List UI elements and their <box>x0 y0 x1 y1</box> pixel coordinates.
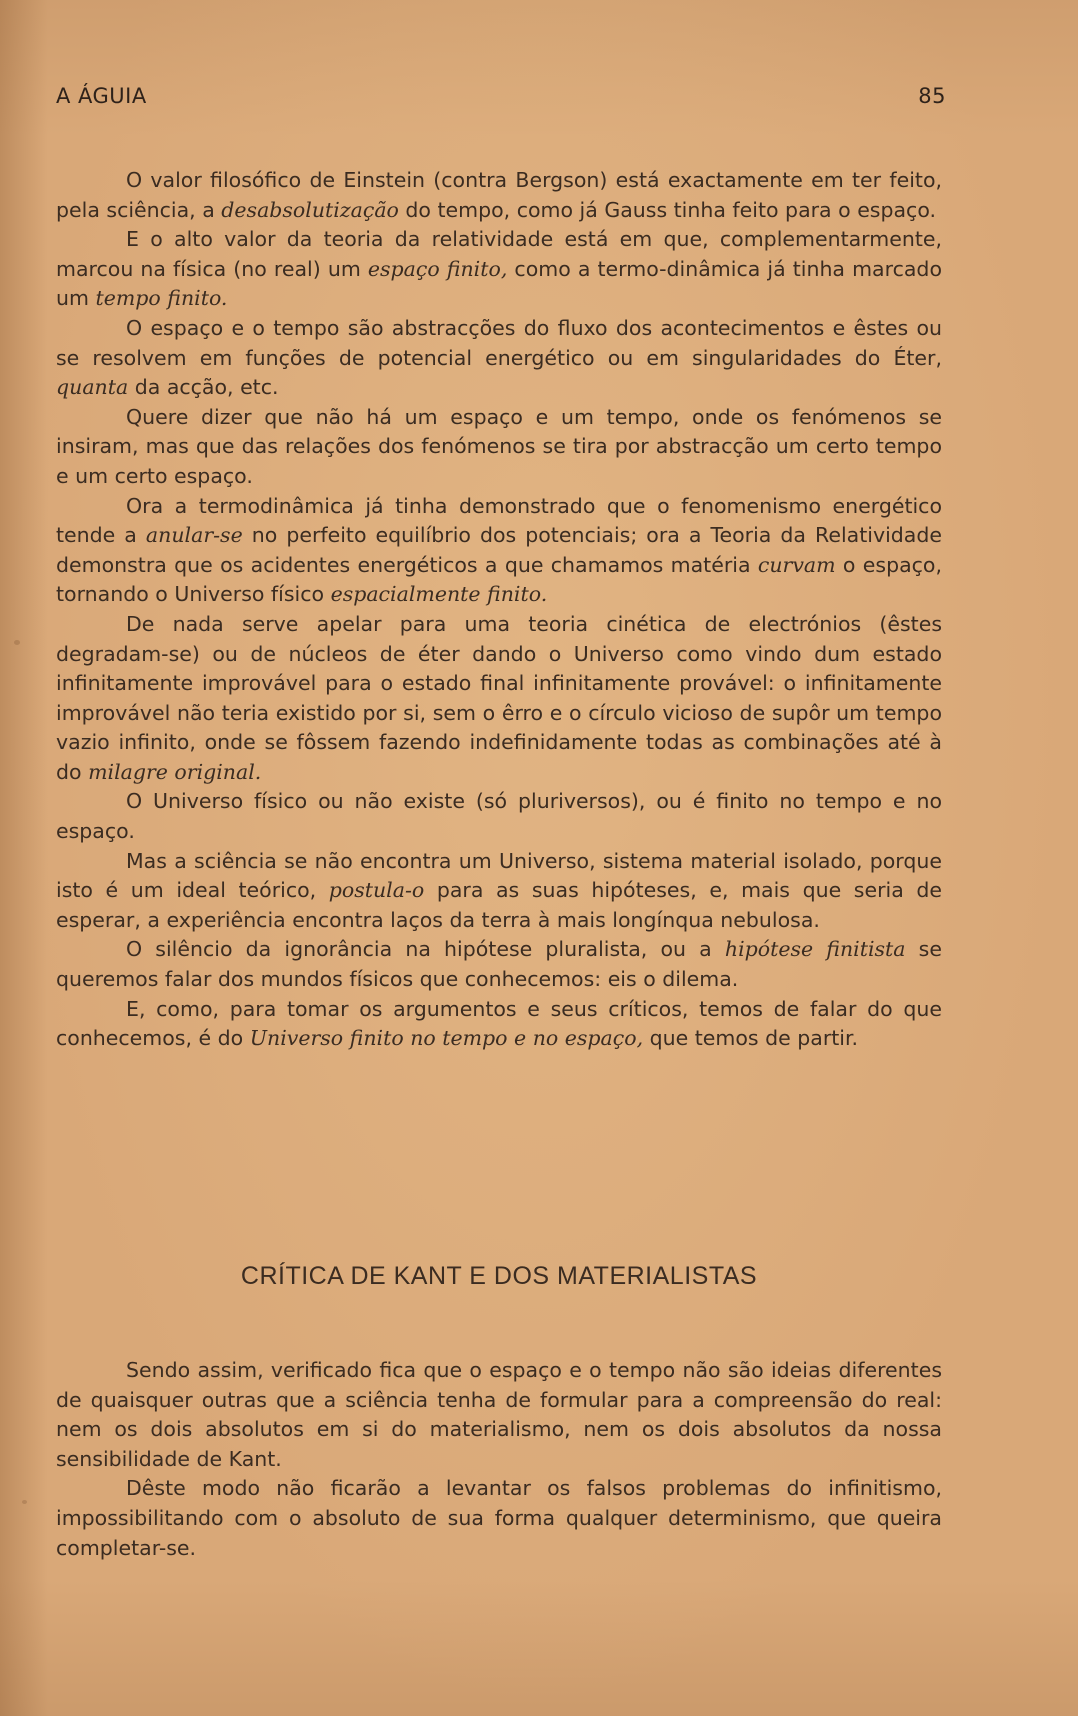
page-number: 85 <box>918 84 946 108</box>
journal-title: A ÁGUIA <box>56 84 147 108</box>
italic-text: hipótese finitista <box>724 937 906 962</box>
paragraph <box>56 166 942 225</box>
italic-text: espacialmente finito. <box>330 582 548 607</box>
paper-stain <box>14 640 20 645</box>
paragraph <box>56 1474 942 1563</box>
italic-text: tempo finito. <box>95 286 228 311</box>
paragraph <box>56 403 942 492</box>
text-run: se queremos falar dos mundos físicos que conhecemos: eis o dilema. <box>56 937 942 992</box>
paper-stain <box>22 1500 27 1504</box>
text-run: O valor filosófico de Einstein (contra Bergson) está exactamente em ter feito, pela sciência, a <box>56 168 942 222</box>
italic-text: curvam <box>757 552 836 577</box>
paragraph <box>56 225 942 314</box>
text-run: da acção, etc. <box>128 375 279 400</box>
italic-text: espaço finito, <box>367 256 508 281</box>
paragraph <box>56 314 942 403</box>
body-text-after-heading <box>56 1356 942 1563</box>
text-run: Dêste modo não ficarão a levantar os falsos problemas do infinitismo, impossibilitando com o absoluto de sua forma qualquer determinismo, que queira completar-se. <box>56 1476 942 1560</box>
text-run: O silêncio da ignorância na hipótese pluralista, ou a <box>126 937 725 962</box>
text-run: O espaço e o tempo são abstracções do fluxo dos acontecimentos e êstes ou se resolvem em funções de potencial energético ou em singularidades do Éter, <box>56 315 942 370</box>
italic-text: Universo finito no tempo e no espaço, <box>249 1026 644 1051</box>
italic-text: quanta <box>56 375 129 400</box>
paragraph <box>56 492 942 610</box>
paragraph <box>56 610 942 788</box>
section-heading: CRÍTICA DE KANT E DOS MATERIALISTAS <box>240 1262 758 1290</box>
text-run: que temos de partir. <box>643 1026 859 1051</box>
text-run: Mas a sciência se não encontra um Universo, sistema material isolado, porque isto é um ideal teórico, <box>56 848 942 903</box>
text-run: Quere dizer que não há um espaço e um tempo, onde os fenómenos se insiram, mas que das relações dos fenómenos se tira por abstracção um certo tempo e um certo espaço. <box>56 404 942 488</box>
text-run: E o alto valor da teoria da relatividade está em que, complementarmente, marcou na física (no real) um <box>56 227 942 281</box>
italic-text: milagre original. <box>88 759 262 784</box>
body-text-before-heading <box>56 166 942 1054</box>
italic-text: anular-se <box>145 523 243 548</box>
italic-text: desabsolutização <box>221 197 399 222</box>
text-run: para as suas hipóteses, e, mais que seria de esperar, a experiência encontra laços da terra à mais longínqua nebulosa. <box>56 878 942 932</box>
text-run: Ora a termodinâmica já tinha demonstrado que o fenomenismo energético tende a <box>56 493 942 548</box>
text-run: Sendo assim, verificado fica que o espaço e o tempo não são ideias diferentes de quaisquer outras que a sciência tenha de formular para a compreensão do real: nem os dois absolutos em si do materialismo, nem os dois absolutos da nossa sensibilidade de Kant. <box>56 1358 942 1471</box>
text-run: o espaço, tornando o Universo físico <box>56 552 942 607</box>
paragraph <box>56 995 942 1054</box>
text-run: como a termo-dinâmica já tinha marcado um <box>56 256 942 311</box>
paragraph <box>56 935 942 994</box>
paragraph <box>56 847 942 936</box>
text-run: De nada serve apelar para uma teoria cinética de electrónios (êstes degradam-se) ou de núcleos de éter dando o Universo como vindo dum estado infinitamente improvável para o estado final infinitamente provável: o infinitamente improvável não teria existido por si, sem o êrro e o círculo vicioso de supôr um tempo vazio infinito, onde se fôssem fazendo indefinidamente todas as combinações até à do <box>56 611 942 784</box>
text-run: no perfeito equilíbrio dos potenciais; ora a Teoria da Relatividade demonstra que os acidentes energéticos a que chamamos matéria <box>56 523 942 577</box>
text-run: O Universo físico ou não existe (só pluriversos), ou é finito no tempo e no espaço. <box>56 789 942 844</box>
italic-text: postula-o <box>328 878 425 903</box>
paragraph <box>56 1356 942 1474</box>
paragraph <box>56 787 942 846</box>
text-run: do tempo, como já Gauss tinha feito para o espaço. <box>398 197 937 222</box>
running-head <box>56 84 946 114</box>
text-run: E, como, para tomar os argumentos e seus críticos, temos de falar do que conhecemos, é do <box>56 996 942 1051</box>
